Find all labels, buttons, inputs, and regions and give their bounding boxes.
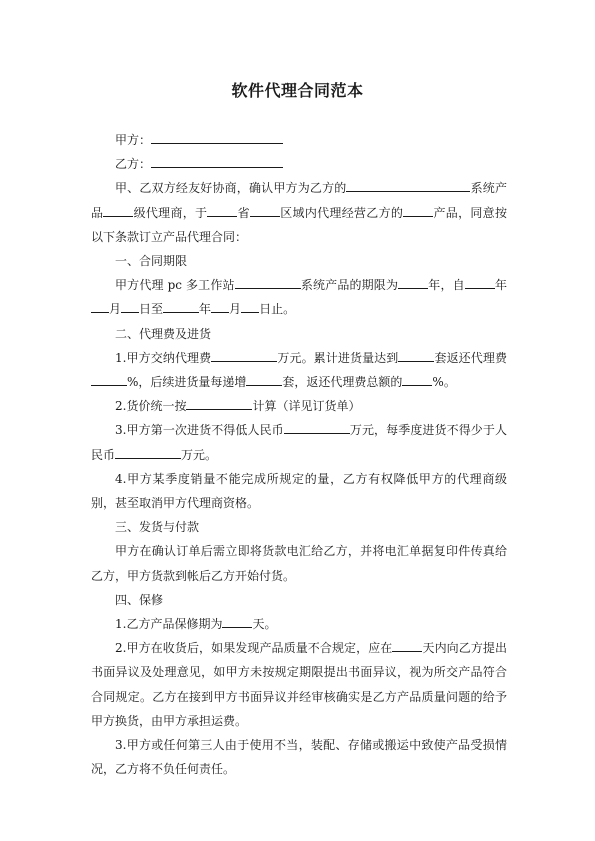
term-text: 月 [229,302,242,317]
intro-text: 甲、乙双方经友好协商，确认甲方为乙方的 [115,181,347,196]
province-blank[interactable] [207,204,237,217]
price-basis-blank[interactable] [186,397,252,410]
section-4-item-1 [91,612,507,636]
fee-text: %。 [432,375,456,390]
start-month-blank[interactable] [91,300,109,313]
section-1-text [91,273,507,321]
agency-fee-blank[interactable] [211,349,277,362]
party-a-label: 甲方： [115,133,152,147]
intro-text: 产品，同意按以下条款订立产品代理合同： [91,205,507,244]
warranty-text: 1.乙方产品保修期为 [115,617,223,632]
warranty-days-blank[interactable] [222,615,252,628]
fee-text: 万元。累计进货量达到 [277,350,399,365]
section-4-item-2 [91,636,507,733]
start-day-blank[interactable] [121,300,139,313]
section-2-item-4: 4.甲方某季度销量不能完成所规定的量，乙方有权降低甲方的代理商级别，甚至取消甲方代理商资格。 [91,471,507,511]
party-a-line [91,128,507,152]
term-text: 日止。 [259,302,296,317]
first-order-blank[interactable] [284,421,350,434]
section-3-heading: 三、发货与付款 [115,520,200,535]
section-2-item-1 [91,346,507,394]
system-product-blank[interactable] [346,179,470,192]
order-text: 万元。 [181,447,218,462]
price-text: 2.货价统一按 [115,399,187,414]
order-text: 万元，每季度进货不得少于人民币 [91,423,507,462]
term-text: 年，自 [428,278,465,293]
intro-text: 区域内代理经营乙方的 [279,205,404,220]
section-2-item-3 [91,418,507,466]
start-year-blank[interactable] [465,276,495,289]
years-blank[interactable] [398,276,428,289]
fee-text: %，后续进货量每递增 [127,375,247,390]
intro-text: 系统产品 [91,181,507,220]
section-4-item-3: 3.甲方或任何第三人由于使用不当，装配、存储或搬运中致使产品受损情况，乙方将不负任何责任。 [91,738,507,777]
objection-days-blank[interactable] [392,639,422,652]
volume-blank[interactable] [398,349,434,362]
fee-text: 1.甲方交纳代理费 [115,350,212,365]
region-blank[interactable] [250,204,280,217]
increment-blank[interactable] [246,373,282,386]
term-text: 月 [109,302,122,317]
term-text: 系统产品的期限为 [300,278,399,293]
section-2-item-2 [91,394,507,418]
fee-text: 套返还代理费 [434,350,507,365]
product-blank[interactable] [403,204,433,217]
order-text: 3.甲方第一次进货不得低人民币 [115,423,284,438]
system-name-blank[interactable] [235,276,301,289]
term-text: 年 [199,302,212,317]
party-a-blank[interactable] [151,131,283,144]
section-2-heading: 二、代理费及进货 [115,326,212,341]
document-title: 软件代理合同范本 [231,81,364,100]
term-text: 年 [494,278,507,293]
section-1-heading: 一、合同期限 [115,254,188,269]
party-b-blank[interactable] [151,155,283,168]
term-text: 日至 [139,302,164,317]
party-b-label: 乙方： [115,157,152,172]
intro-text: 省 [237,205,250,220]
end-month-blank[interactable] [211,300,229,313]
term-text: 甲方代理 pc 多工作站 [115,278,235,293]
inspection-text: 2.甲方在收货后，如果发现产品质量不合规定，应在 [115,641,393,656]
end-year-blank[interactable] [163,300,199,313]
agent-level-blank[interactable] [103,204,133,217]
warranty-text: 天。 [252,617,277,632]
intro-paragraph [91,176,507,249]
intro-text: 级代理商，于 [133,205,208,220]
contract-body [91,128,507,781]
section-3-text: 甲方在确认订单后需立即将货款电汇给乙方，并将电汇单据复印件传真给乙方，甲方货款到帐后乙方开始付货。 [91,544,507,583]
inspection-text: 天内向乙方提出书面异议及处理意见，如甲方未按规定期限提出书面异议，视为所交产品符合合同规定。乙方在接到甲方书面异议并经审核确实是乙方产品质量问题的给予甲方换货，由甲方承担运费。 [91,641,507,728]
refund-percent-blank[interactable] [91,373,127,386]
total-percent-blank[interactable] [402,373,432,386]
section-4-heading: 四、保修 [115,592,164,607]
party-b-line [91,152,507,176]
quarterly-order-blank[interactable] [115,446,181,459]
price-text: 计算（详见订货单） [252,399,361,414]
end-day-blank[interactable] [241,300,259,313]
fee-text: 套，返还代理费总额的 [282,375,403,390]
